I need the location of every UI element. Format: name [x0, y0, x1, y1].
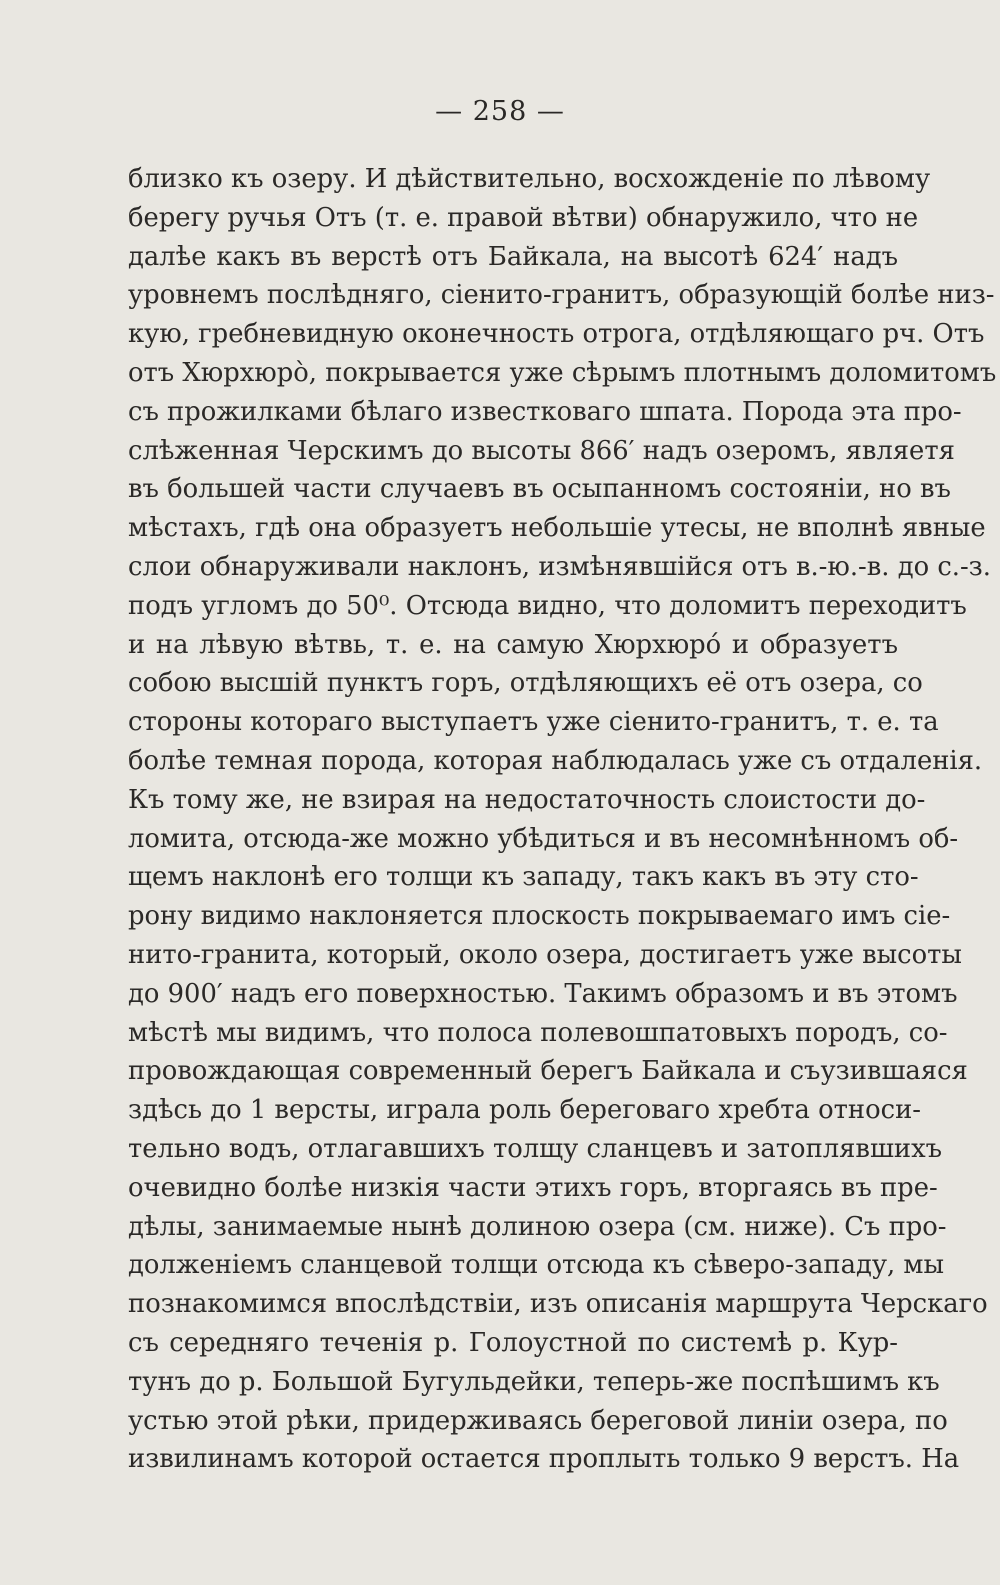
text-line: мѣстѣ мы видимъ, что полоса полевошпатовыхъ породъ, со-: [128, 1017, 948, 1048]
text-line: извилинамъ которой остается проплыть только 9 верстъ. На: [128, 1444, 960, 1475]
text-line: уровнемъ послѣдняго, сіенито-гранитъ, образующій болѣе низ-: [128, 280, 995, 311]
text-line: здѣсь до 1 версты, играла роль береговаго хребта относи-: [128, 1095, 922, 1126]
text-line: болѣе темная порода, которая наблюдалась уже съ отдаленія.: [128, 745, 983, 776]
text-line: собою высшій пунктъ горъ, отдѣляющихъ её отъ озера, со: [128, 668, 923, 699]
text-line: въ большей части случаевъ въ осыпанномъ состояніи, но въ: [128, 474, 951, 505]
text-line: до 900′ надъ его поверхностью. Такимъ образомъ и въ этомъ: [128, 978, 958, 1009]
text-line: нито-гранита, который, около озера, достигаетъ уже высоты: [128, 939, 962, 970]
text-line: дѣлы, занимаемые нынѣ долиною озера (см. ниже). Съ про-: [128, 1211, 947, 1242]
text-line: познакомимся впослѣдствіи, изъ описанія маршрута Черскаго: [128, 1289, 988, 1320]
text-line: близко къ озеру. И дѣйствительно, восхожденіе по лѣвому: [128, 164, 931, 194]
text-line: тунъ до р. Большой Бугульдейки, теперь-же поспѣшимъ къ: [128, 1366, 940, 1397]
text-line: очевидно болѣе низкія части этихъ горъ, вторгаясь въ пре-: [128, 1172, 938, 1203]
text-line: Къ тому же, не взирая на недостаточность слоистости до-: [128, 784, 926, 815]
page-number: — 258 —: [435, 96, 565, 127]
text-line: ломита, отсюда-же можно убѣдиться и въ несомнѣнномъ об-: [128, 823, 959, 854]
text-line: мѣстахъ, гдѣ она образуетъ небольшіе утесы, не вполнѣ явные: [128, 513, 986, 544]
text-line: стороны котораго выступаетъ уже сіенито-гранитъ, т. е. та: [128, 707, 939, 738]
text-line: съ прожилками бѣлаго известковаго шпата. Порода эта про-: [128, 396, 962, 427]
text-line: долженіемъ сланцевой толщи отсюда къ сѣверо-западу, мы: [128, 1250, 945, 1281]
text-line: тельно водъ, отлагавшихъ толщу сланцевъ и затоплявшихъ: [128, 1133, 943, 1164]
text-line: устью этой рѣки, придерживаясь береговой линіи озера, по: [128, 1405, 948, 1436]
text-line: щемъ наклонѣ его толщи къ западу, такъ какъ въ эту сто-: [128, 862, 919, 893]
text-line: слѣженная Черскимъ до высоты 866′ надъ озеромъ, являетя: [128, 435, 955, 466]
text-line: далѣе какъ въ верстѣ отъ Байкала, на высотѣ 624′ надъ: [128, 241, 898, 272]
text-line: слои обнаруживали наклонъ, измѣнявшійся отъ в.-ю.-в. до с.-з.: [128, 551, 991, 582]
text-line: съ середняго теченія р. Голоустной по системѣ р. Кур-: [128, 1327, 898, 1358]
body-text: [128, 160, 997, 1479]
text-line: и на лѣвую вѣтвь, т. е. на самую Хюрхюрó и образуетъ: [128, 629, 898, 660]
text-line: отъ Хюрхюрò, покрывается уже сѣрымъ плотнымъ доломитомъ: [128, 357, 997, 388]
text-line: подъ угломъ до 50⁰. Отсюда видно, что доломитъ переходитъ: [128, 590, 967, 621]
text-line: кую, гребневидную оконечность отрога, отдѣляющаго рч. Отъ: [128, 319, 985, 350]
text-line: провождающая современный берегъ Байкала и съузившаяся: [128, 1056, 968, 1087]
text-line: берегу ручья Отъ (т. е. правой вѣтви) обнаружило, что не: [128, 202, 919, 233]
text-line: рону видимо наклоняется плоскость покрываемаго имъ сіе-: [128, 901, 951, 932]
